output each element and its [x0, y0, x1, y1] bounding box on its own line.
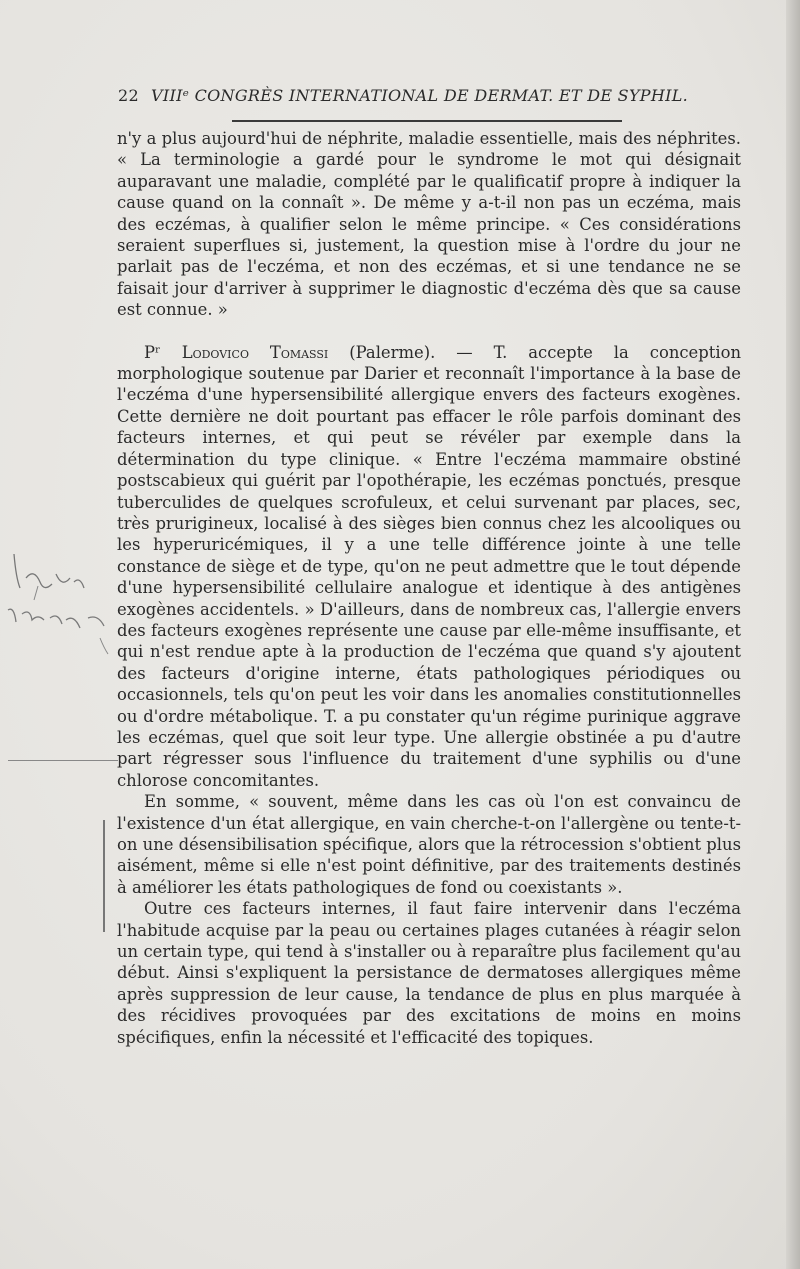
paragraph-2-text: (Palerme). — T. accepte la conception morphologique soutenue par Darier et reconnaît l'importance à la base de l'eczéma d'une hypersensibilité allergique envers des facteurs exogènes. Cette dernière ne doit pourtant pas effacer le rôle parfois dominant des facteurs internes, et qui peut se révéler par exemple dans la détermination du type clinique. « Entre l'eczéma mammaire obstiné postscabieux qui guérit par l'opothérapie, les eczémas ponctués, presque tuberculides de quelques scrofuleux, et celui survenant par places, sec, très prurigineux, localisé à des sièges bien connus chez les alcooliques ou les hyperuricémiques, il y a une telle différence jointe à une telle constance de siège et de type, qu'on ne peut admettre que le tout dépende d'une hypersensibilité cellulaire analogue et identique à des antigènes exogènes accidentels. » D'ailleurs, dans de nombreux cas, l'allergie envers des facteurs exogènes représente une cause par elle-même insuffisante, et qui n'est rendue apte à la production de l'eczéma que quand s'y ajoutent des facteurs d'origine interne, états pathologiques périodiques ou occasionnels, tels qu'on peut les voir dans les anomalies constitutionnelles ou d'ordre métabolique. T. a pu constater qu'un régime purinique aggrave les eczémas, quel que soit leur type. Une allergie obstinée a pu d'autre part régresser sous l'influence du traitement d'une syphilis ou d'une chlorose concomitantes.: [117, 342, 741, 790]
paragraph-1: n'y a plus aujourd'hui de néphrite, maladie essentielle, mais des néphrites. « La terminologie a gardé pour le syndrome le mot qui désignait auparavant une maladie, complété par le qualificatif propre à indiquer la cause quand on la connaît ». De même y a-t-il non pas un eczéma, mais des eczémas, à qualifier selon le même principe. « Ces considérations seraient superflues si, justement, la question mise à l'ordre du jour ne parlait pas de l'eczéma, et non des eczémas, et si une tendance ne se faisait jour d'arriver à supprimer le diagnostic d'eczéma dès que sa cause est connue. »: [117, 129, 741, 320]
pencil-margin-bar: [103, 820, 105, 932]
paragraph-4: Outre ces facteurs internes, il faut faire intervenir dans l'eczéma l'habitude acquise par la peau ou certaines plages cutanées à réagir selon un certain type, qui tend à s'installer ou à reparaître plus facilement qu'au début. Ainsi s'expliquent la persistance de dermatoses allergiques même après suppression de leur cause, la tendance de plus en plus marquée à des récidives provoquées par des excitations de moins en moins spécifiques, enfin la nécessité et l'efficacité des topiques.: [117, 899, 741, 1047]
running-title: VIIIᵉ CONGRÈS INTERNATIONAL DE DERMAT. ET DE SYPHIL.: [150, 86, 689, 105]
pencil-mark-line: [8, 760, 118, 761]
author-name: Lodovico Tomassi: [181, 342, 329, 362]
paragraph-2: [117, 342, 741, 792]
page-number: 22: [118, 86, 139, 105]
paragraph-3: En somme, « souvent, même dans les cas où l'on est convaincu de l'existence d'un état allergique, en vain cherche-t-on l'allergène ou tente-t-on une désensibilisation spécifique, alors que la rétrocession s'obtient plus aisément, même si elle n'est point définitive, par des traitements destinés à améliorer les états pathologiques de fond ou coexistants ».: [117, 792, 741, 897]
author-title: Pʳ: [144, 342, 161, 362]
header-rule: [232, 120, 622, 122]
running-header: [118, 86, 738, 105]
page-edge-shadow: [786, 0, 800, 1269]
handwritten-margin-note: [4, 548, 124, 668]
body-text: [117, 128, 741, 1048]
